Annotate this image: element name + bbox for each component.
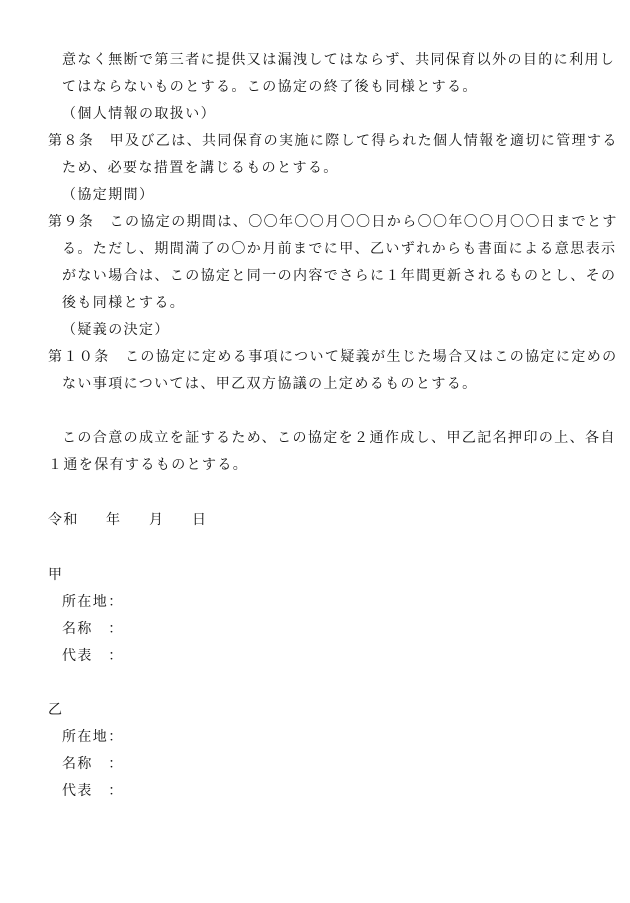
article-9-line: 第９条 この協定の期間は、〇〇年〇〇月〇〇日から〇〇年〇〇月〇〇日までとす	[48, 214, 618, 230]
party-a-label: 甲	[48, 567, 64, 583]
text-line: てはならないものとする。この協定の終了後も同様とする。	[62, 79, 478, 95]
party-b-label: 乙	[48, 702, 64, 718]
date-month: 月	[149, 512, 165, 528]
party-a-name-label: 名称 ：	[62, 621, 124, 637]
party-b-rep-label: 代表 ：	[62, 783, 124, 799]
text-line: 意なく無断で第三者に提供又は漏洩してはならず、共同保育以外の目的に利用し	[62, 52, 616, 68]
section-heading: （疑義の決定）	[62, 322, 170, 338]
section-heading: （協定期間）	[62, 187, 155, 203]
closing-text-line: この合意の成立を証するため、この協定を２通作成し、甲乙記名押印の上、各自	[62, 430, 616, 446]
party-b-address-label: 所在地：	[62, 729, 124, 745]
party-b-name-label: 名称 ：	[62, 756, 124, 772]
text-line: がない場合は、この協定と同一の内容でさらに１年間更新されるものとし、その	[62, 268, 617, 284]
closing-text-line: １通を保有するものとする。	[48, 457, 249, 473]
article-8-line: 第８条 甲及び乙は、共同保育の実施に際して得られた個人情報を適切に管理する	[48, 133, 618, 149]
party-a-address-label: 所在地：	[62, 594, 124, 610]
text-line: る。ただし、期間満了の〇か月前までに甲、乙いずれからも書面による意思表示	[62, 241, 617, 257]
date-year: 年	[106, 512, 122, 528]
section-heading: （個人情報の取扱い）	[62, 106, 216, 122]
date-era: 令和	[48, 512, 79, 528]
party-a-rep-label: 代表 ：	[62, 648, 124, 664]
date-day: 日	[192, 512, 208, 528]
text-line: 後も同様とする。	[62, 295, 186, 311]
article-10-line: 第１０条 この協定に定める事項について疑義が生じた場合又はこの協定に定めの	[48, 349, 618, 365]
text-line: ため、必要な措置を講じるものとする。	[62, 160, 339, 176]
text-line: ない事項については、甲乙双方協議の上定めるものとする。	[62, 376, 478, 392]
